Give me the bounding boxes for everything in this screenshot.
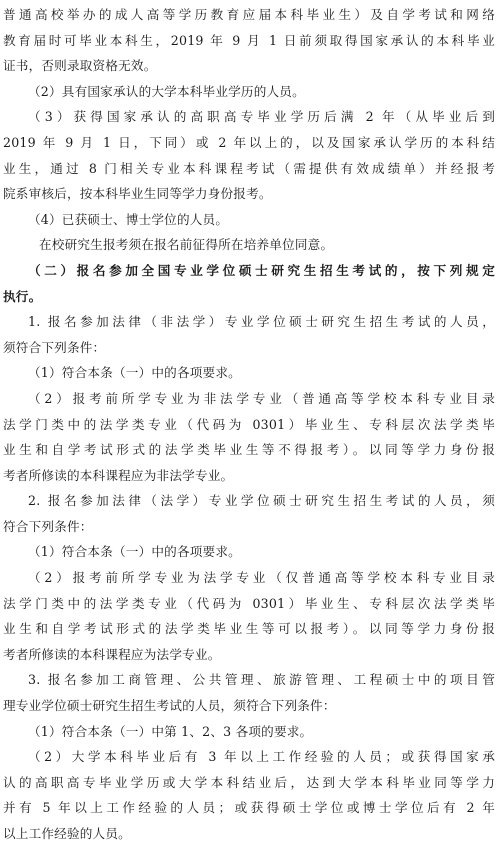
- text-line: 教育届时可毕业本科生，2019 年 9 月 1 日前须取得国家承认的本科毕业: [3, 32, 495, 48]
- text-line: （1）符合本条（一）中的各项要求。: [28, 544, 241, 560]
- text-line: 考者所修读的本科课程应为非法学专业。: [3, 467, 234, 483]
- text-line: （4）已获硕士、博士学位的人员。: [28, 211, 229, 227]
- text-line: 以上工作经验的人员。: [3, 826, 131, 841]
- text-line: （2）报考前所学专业为法学专业（仅普通高等学校本科专业目录: [28, 570, 495, 586]
- text-line: （1）符合本条（一）中的各项要求。: [28, 365, 241, 381]
- text-line: （2）报考前所学专业为非法学专业（普通高等学校本科专业目录: [28, 390, 495, 406]
- text-line: 2019 年 9 月 1 日，下同）或 2 年以上的，以及国家承认学历的本科结: [3, 134, 495, 150]
- section-heading: 执行。: [3, 288, 42, 304]
- text-line: 业生，通过 8 门相关专业本科课程考试（需提供有效成绩单）并经报考: [3, 160, 495, 176]
- text-line: （2）具有国家承认的大学本科毕业学历的人员。: [28, 83, 305, 99]
- text-line: （3）获得国家承认的高职高专毕业学历后满 2 年（从毕业后到: [28, 109, 495, 125]
- section-heading: （二）报名参加全国专业学位硕士研究生招生考试的，按下列规定: [28, 262, 495, 278]
- text-line: 普通高校举办的成人高等学历教育应届本科毕业生）及自学考试和网络: [3, 7, 495, 22]
- text-line: 认的高职高专毕业学历或大学本科结业后，达到大学本科毕业同等学力: [3, 774, 495, 790]
- text-line: 3. 报名参加工商管理、公共管理、旅游管理、工程硕士中的项目管: [28, 672, 495, 688]
- text-line: 须符合下列条件：: [3, 339, 106, 355]
- text-line: 院系审核后，按本科毕业生同等学力身份报考。: [3, 186, 272, 202]
- text-line: 业生和自学考试形式的法学类毕业生等可以报考）。以同等学力身份报: [3, 621, 495, 637]
- text-line: 法学门类中的法学类专业（代码为 0301）毕业生、专科层次法学类毕: [3, 416, 495, 432]
- text-line: 法学门类中的法学类专业（代码为 0301）毕业生、专科层次法学类毕: [3, 595, 495, 611]
- text-line: 1. 报名参加法律（非法学）专业学位硕士研究生招生考试的人员，: [28, 314, 495, 330]
- text-line: 证书，否则录取资格无效。: [3, 58, 157, 74]
- text-line: 2. 报名参加法律（法学）专业学位硕士研究生招生考试的人员，须: [28, 493, 495, 509]
- text-line: 理专业学位硕士研究生招生考试的人员，须符合下列条件：: [3, 698, 336, 714]
- text-line: 业生和自学考试形式的法学类毕业生等不得报考）。以同等学力身份报: [3, 442, 495, 458]
- text-line: （2）大学本科毕业后有 3 年以上工作经验的人员；或获得国家承: [28, 749, 495, 765]
- text-line: 考者所修读的本科课程应为法学专业。: [3, 646, 221, 662]
- text-line: 在校研究生报考须在报名前征得所在培养单位同意。: [39, 237, 334, 253]
- text-line: （1）符合本条（一）中第 1、2、3 各项的要求。: [28, 723, 313, 739]
- text-line: 符合下列条件：: [3, 518, 93, 534]
- text-line: 并有 5 年以上工作经验的人员；或获得硕士学位或博士学位后有 2 年: [3, 800, 495, 816]
